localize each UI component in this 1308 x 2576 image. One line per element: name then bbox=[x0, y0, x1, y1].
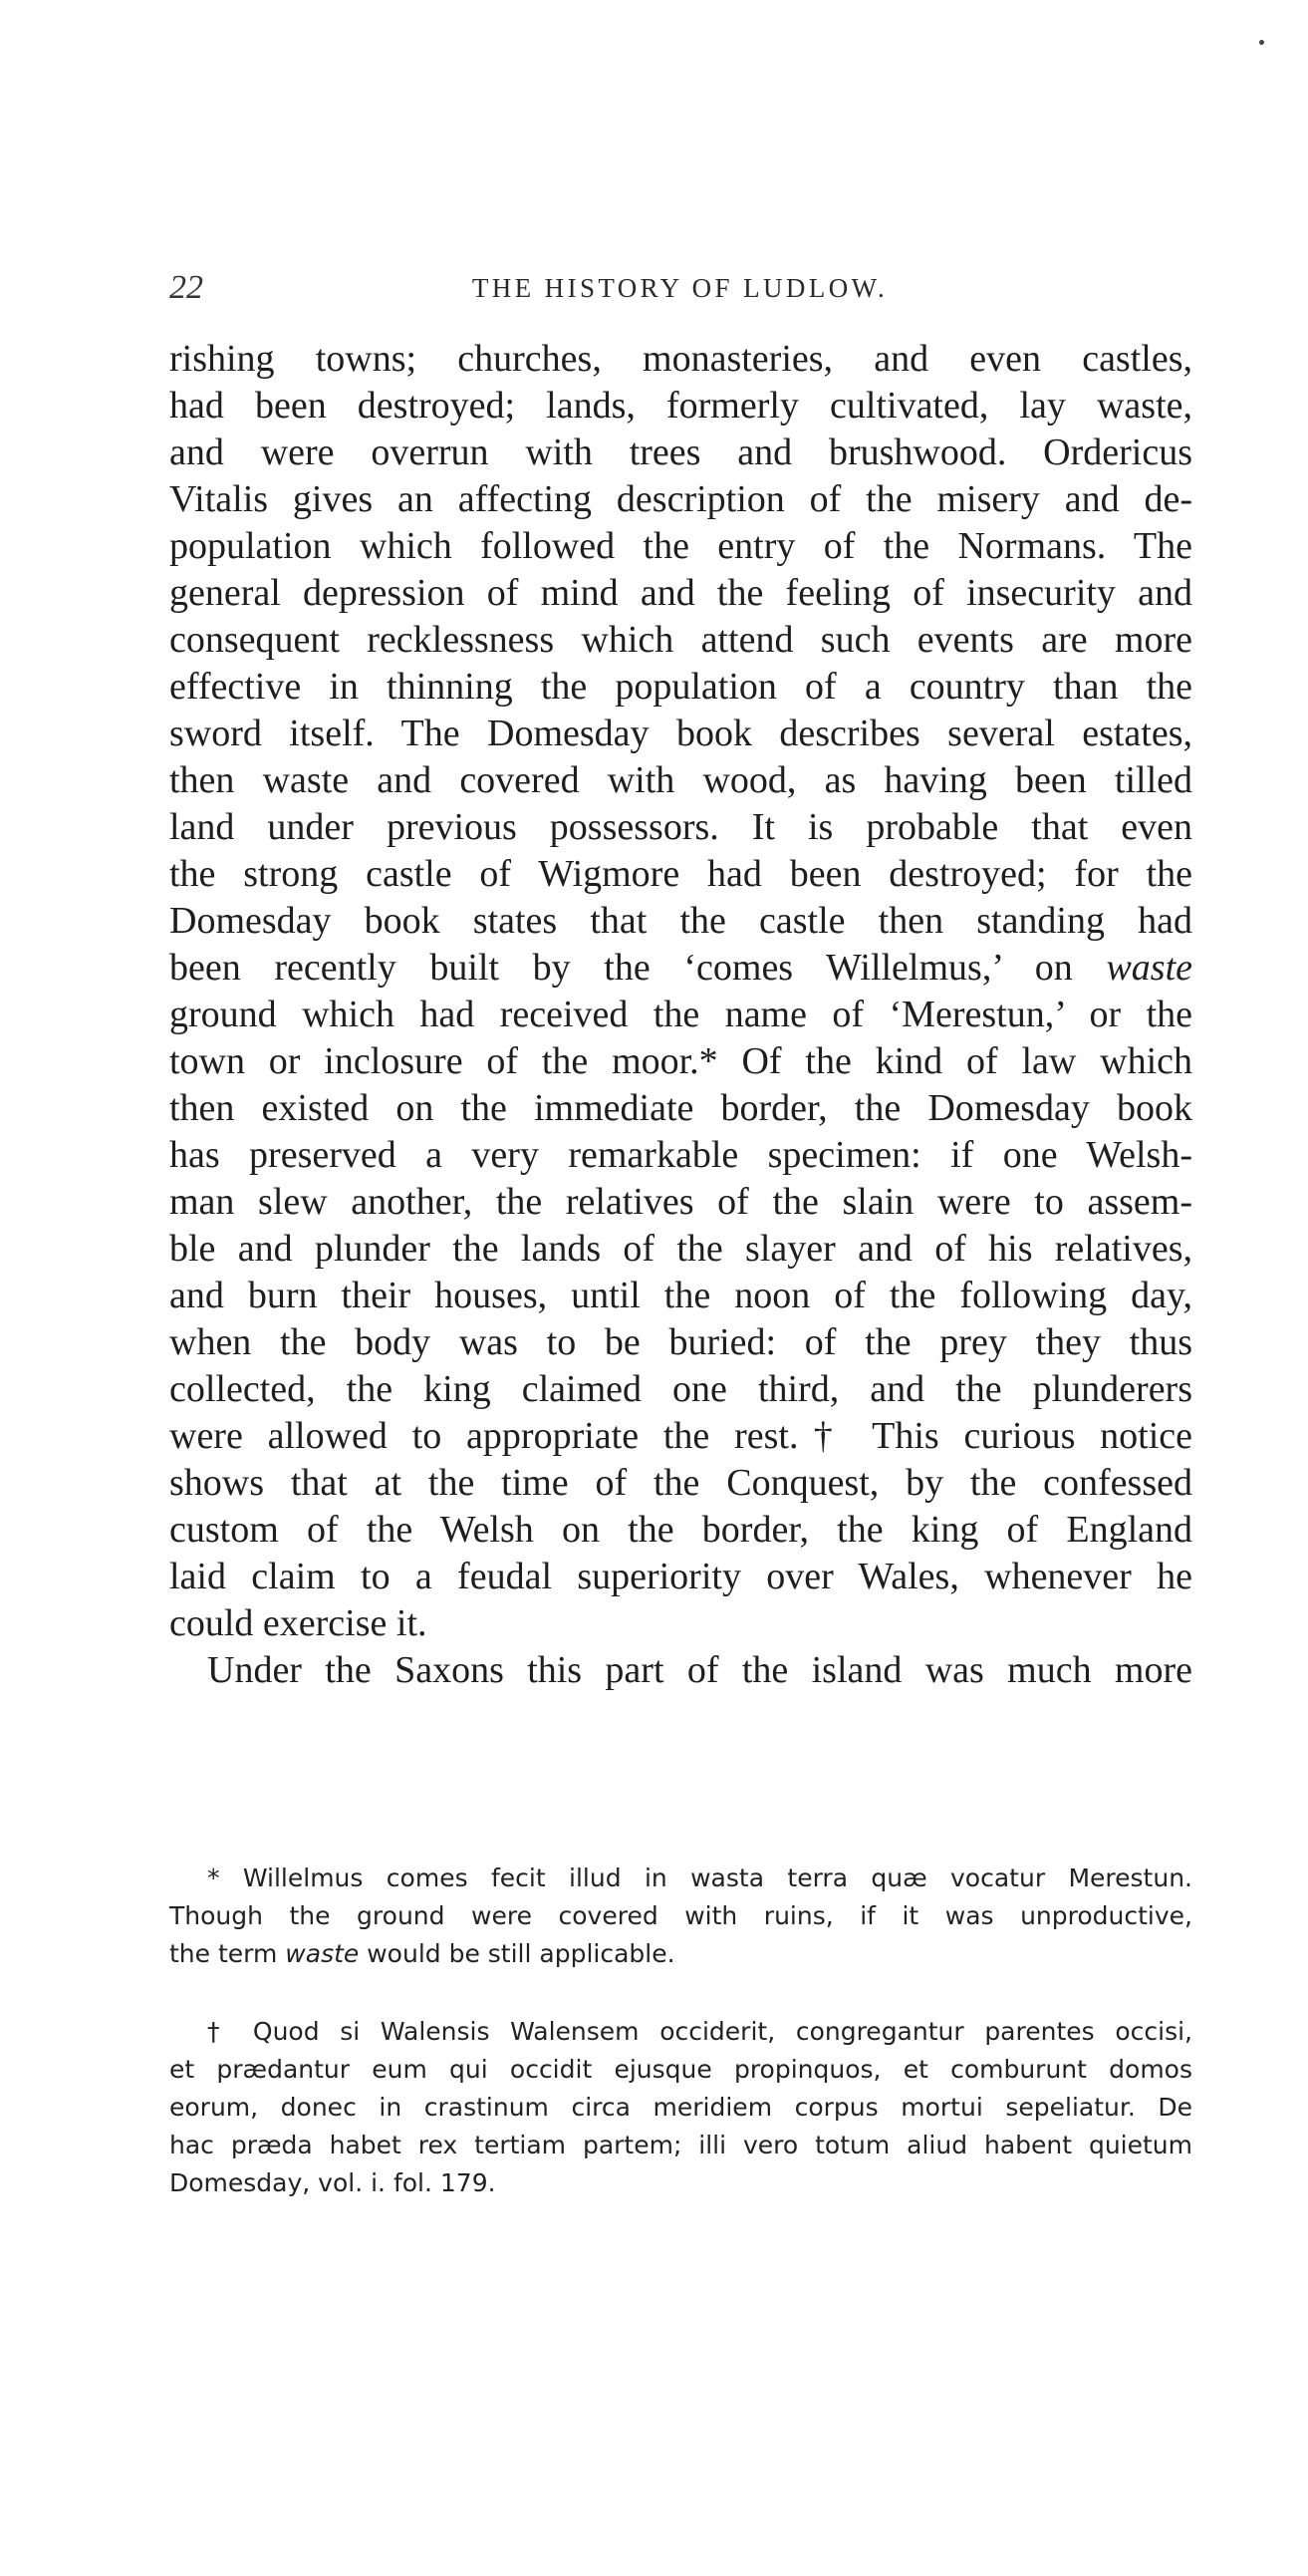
ink-speck bbox=[1259, 40, 1264, 45]
text-line: consequent recklessness which attend such events are more bbox=[169, 619, 1192, 661]
main-text bbox=[169, 336, 1192, 1694]
footnote-line: * Willelmus comes fecit illud in wasta terra quæ vocatur Merestun. bbox=[207, 1863, 1192, 1892]
footnotes bbox=[169, 1860, 1192, 2202]
text-line: then waste and covered with wood, as having been tilled bbox=[169, 759, 1192, 801]
text-line: Under the Saxons this part of the island was much more bbox=[207, 1649, 1192, 1691]
italic-word: waste bbox=[1106, 947, 1192, 989]
text-line: custom of the Welsh on the border, the king of England bbox=[169, 1509, 1192, 1551]
text-line: ble and plunder the lands of the slayer and of his relatives, bbox=[169, 1228, 1192, 1270]
text-line: town or inclosure of the moor.* Of the kind of law which bbox=[169, 1040, 1192, 1082]
text-line: man slew another, the relatives of the slain were to assem- bbox=[169, 1181, 1192, 1223]
text-line: and burn their houses, until the noon of the following day, bbox=[169, 1275, 1192, 1316]
footnote-line: hac præda habet rex tertiam partem; illi vero totum aliud habent quietum bbox=[169, 2131, 1192, 2159]
italic-word: waste bbox=[285, 1939, 360, 1968]
page-header bbox=[169, 269, 1190, 309]
text-line: could exercise it. bbox=[169, 1602, 427, 1644]
text-line: then existed on the immediate border, the Domesday book bbox=[169, 1087, 1192, 1129]
footnote-1 bbox=[169, 1860, 1192, 1973]
text-line: Domesday book states that the castle then standing had bbox=[169, 900, 1192, 942]
text-line: the strong castle of Wigmore had been destroyed; for the bbox=[169, 853, 1192, 895]
text-line: general depression of mind and the feeling of insecurity and bbox=[169, 572, 1192, 614]
text-line bbox=[169, 945, 1192, 992]
text-line: population which followed the entry of the Normans. The bbox=[169, 525, 1192, 567]
text-line: has preserved a very remarkable specimen: if one Welsh- bbox=[169, 1134, 1192, 1176]
footnote-line: † Quod si Walensis Walensem occiderit, congregantur parentes occisi, bbox=[207, 2017, 1192, 2046]
footnote-spacer bbox=[169, 1973, 1192, 2013]
text-line: Vitalis gives an affecting description of the misery and de- bbox=[169, 478, 1192, 520]
text-line: were allowed to appropriate the rest.† This curious notice bbox=[169, 1415, 1192, 1457]
running-title: THE HISTORY OF LUDLOW. bbox=[471, 273, 889, 303]
text-line: collected, the king claimed one third, and the plunderers bbox=[169, 1368, 1192, 1410]
text-line: land under previous possessors. It is probable that even bbox=[169, 806, 1192, 848]
text-line: and were overrun with trees and brushwood. Ordericus bbox=[169, 431, 1192, 473]
text-segment: would be still applicable. bbox=[359, 1939, 675, 1968]
text-line: when the body was to be buried: of the prey they thus bbox=[169, 1321, 1192, 1363]
text-line: ground which had received the name of ‘Merestun,’ or the bbox=[169, 994, 1192, 1035]
text-line: rishing towns; churches, monasteries, and even castles, bbox=[169, 338, 1192, 380]
text-line: shows that at the time of the Conquest, by the confessed bbox=[169, 1462, 1192, 1504]
text-line: had been destroyed; lands, formerly cultivated, lay waste, bbox=[169, 385, 1192, 427]
text-line: laid claim to a feudal superiority over Wales, whenever he bbox=[169, 1556, 1192, 1597]
footnote-line: Domesday, vol. i. fol. 179. bbox=[169, 2168, 496, 2197]
text-segment: the term bbox=[169, 1939, 286, 1968]
text-line: sword itself. The Domesday book describes several estates, bbox=[169, 713, 1192, 754]
footnote-line: Though the ground were covered with ruins, if it was unproductive, bbox=[169, 1901, 1192, 1930]
footnote-line: et prædantur eum qui occidit ejusque propinquos, et comburunt domos bbox=[169, 2055, 1192, 2084]
text-segment: been recently built by the ‘comes Willelmus,’ on bbox=[169, 947, 1107, 989]
footnote-line: eorum, donec in crastinum circa meridiem corpus mortui sepeliatur. De bbox=[169, 2093, 1192, 2122]
text-line: effective in thinning the population of a country than the bbox=[169, 666, 1192, 708]
footnote-line bbox=[169, 1935, 1192, 1973]
page-number: 22 bbox=[169, 269, 203, 306]
footnote-2 bbox=[169, 2013, 1192, 2202]
